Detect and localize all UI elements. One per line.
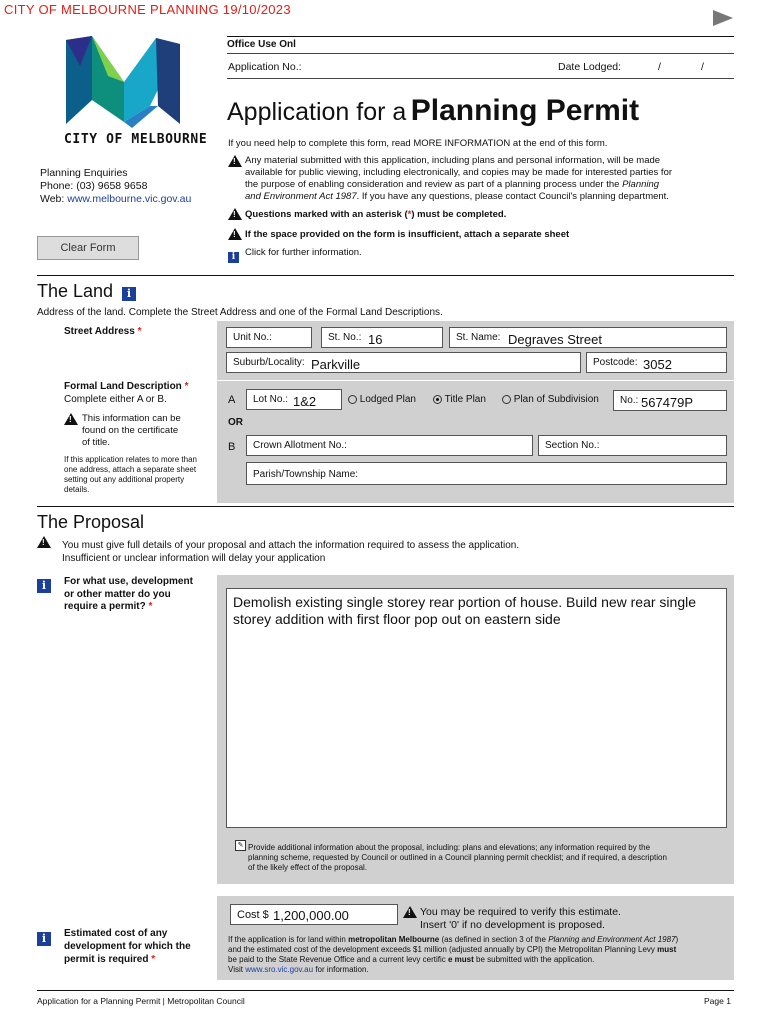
warning-icon — [64, 412, 78, 430]
street-address-label: Street Address * — [64, 326, 142, 337]
unit-no-field[interactable]: Unit No.: — [226, 327, 312, 348]
complete-either-text: Complete either A or B. — [64, 394, 167, 405]
parish-township-field[interactable]: Parish/Township Name: — [246, 462, 727, 485]
warning-icon — [228, 154, 242, 172]
website-link[interactable]: www.melbourne.vic.gov.au — [67, 193, 192, 205]
postcode-field[interactable]: Postcode: 3052 — [586, 352, 727, 373]
warning-icon — [228, 227, 242, 245]
option-a-label: A — [228, 394, 236, 406]
info-icon[interactable]: i — [228, 246, 239, 264]
proposal-description-field[interactable]: Demolish existing single storey rear portion of house. Build new rear single storey addition with first floor pop out on eastern side — [226, 588, 727, 828]
page-number: Page 1 — [704, 996, 731, 1006]
formal-land-label: Formal Land Description * — [64, 381, 189, 392]
land-heading: The Land — [37, 281, 114, 301]
planning-stamp: CITY OF MELBOURNE PLANNING 19/10/2023 — [4, 2, 291, 17]
multiple-address-note: If this application relates to more than one address, attach a separate sheet setting out any additional property details. — [64, 455, 197, 494]
plan-no-field[interactable]: No.: 567479P — [613, 390, 727, 411]
footer-title: Application for a Planning Permit | Metropolitan Council — [37, 996, 245, 1006]
next-page-arrow-icon[interactable] — [713, 10, 733, 26]
street-no-field[interactable]: St. No.: 16 — [321, 327, 443, 348]
city-of-melbourne-logo — [62, 36, 184, 128]
cost-info-icon[interactable]: i — [37, 929, 51, 947]
or-label: OR — [228, 417, 243, 428]
sro-link[interactable]: www.sro.vic.gov.au — [245, 965, 314, 974]
warning-icon — [37, 535, 51, 553]
logo-wordmark: CITY OF MELBOURNE — [64, 132, 208, 147]
cost-field[interactable]: Cost $ 1,200,000.00 — [230, 904, 398, 925]
date-separator: / — [658, 61, 661, 73]
option-b-label: B — [228, 441, 236, 453]
land-description: Address of the land. Complete the Street Address and one of the Formal Land Descriptions. — [37, 307, 443, 318]
metropolitan-levy-note: If the application is for land within metropolitan Melbourne (as defined in section 3 of the Planning and Environment Act 1987) and the estimated cost of the development exceeds $1 million (adjusted annually by CPI) the Metropolitan Planning Levy must be paid to the State Revenue Office and a current levy certific e must be submitted with the application. Visit www.sro.vic.gov.au for information. — [228, 935, 679, 974]
use-question: For what use, development or other matter do you require a permit? * — [64, 576, 193, 612]
date-lodged-label: Date Lodged: — [558, 61, 622, 73]
title-plan-radio[interactable]: Title Plan — [433, 394, 486, 405]
proposal-heading: The Proposal — [37, 512, 145, 532]
crown-allotment-field[interactable]: Crown Allotment No.: — [246, 435, 533, 456]
proposal-instructions: You must give full details of your proposal and attach the information required to assess the application. Insufficient or unclear information will delay your application — [62, 540, 520, 564]
date-separator: / — [701, 61, 704, 73]
asterisk-notice: Questions marked with an asterisk (*) must be completed. — [245, 209, 507, 220]
planning-enquiries: Planning Enquiries Phone: (03) 9658 9658 Web: www.melbourne.vic.gov.au — [40, 167, 192, 205]
estimated-cost-question: Estimated cost of any development for which the permit is required * — [64, 928, 191, 965]
section-no-field[interactable]: Section No.: — [538, 435, 727, 456]
office-use-label: Office Use Onl — [227, 39, 296, 50]
warning-icon — [228, 207, 242, 225]
application-no-label: Application No.: — [228, 61, 302, 73]
suburb-field[interactable]: Suburb/Locality: Parkville — [226, 352, 581, 373]
help-text: If you need help to complete this form, read MORE INFORMATION at the end of this form. — [228, 138, 608, 149]
use-info-icon[interactable]: i — [37, 576, 51, 594]
page-title: Application for a Planning Permit — [227, 94, 640, 127]
clear-form-button[interactable]: Clear Form — [37, 236, 139, 260]
plan-of-subdivision-radio[interactable]: Plan of Subdivision — [502, 394, 599, 405]
verify-note: You may be required to verify this estimate. Insert '0' if no development is proposed. — [420, 906, 621, 931]
certificate-note: This information can be found on the certificate of title. — [82, 413, 181, 448]
warning-icon — [403, 905, 417, 923]
land-info-icon[interactable]: i — [122, 284, 136, 302]
click-info-text: Click for further information. — [245, 247, 362, 258]
lot-no-field[interactable]: Lot No.: 1&2 — [246, 389, 342, 410]
public-viewing-notice: Any material submitted with this application, including plans and personal information, will be made available for public viewing, including electronically, and copies may be made for interested parties for the purpose of enabling consideration and review as part of a planning process under the Planning and Environment Act 1987. If you have any questions, please contact Council's planning department. — [245, 155, 673, 202]
pencil-icon: ✎ — [235, 840, 246, 851]
insufficient-space-notice: If the space provided on the form is insufficient, attach a separate sheet — [245, 229, 570, 240]
additional-info-note: Provide additional information about the proposal, including: plans and elevations; any information required by the planning scheme, requested by Council or outlined in a Council planning permit checklist; and if required, a description of the likely effect of the proposal. — [248, 843, 667, 872]
street-name-field[interactable]: St. Name: Degraves Street — [449, 327, 727, 348]
lodged-plan-radio[interactable]: Lodged Plan — [348, 394, 416, 405]
